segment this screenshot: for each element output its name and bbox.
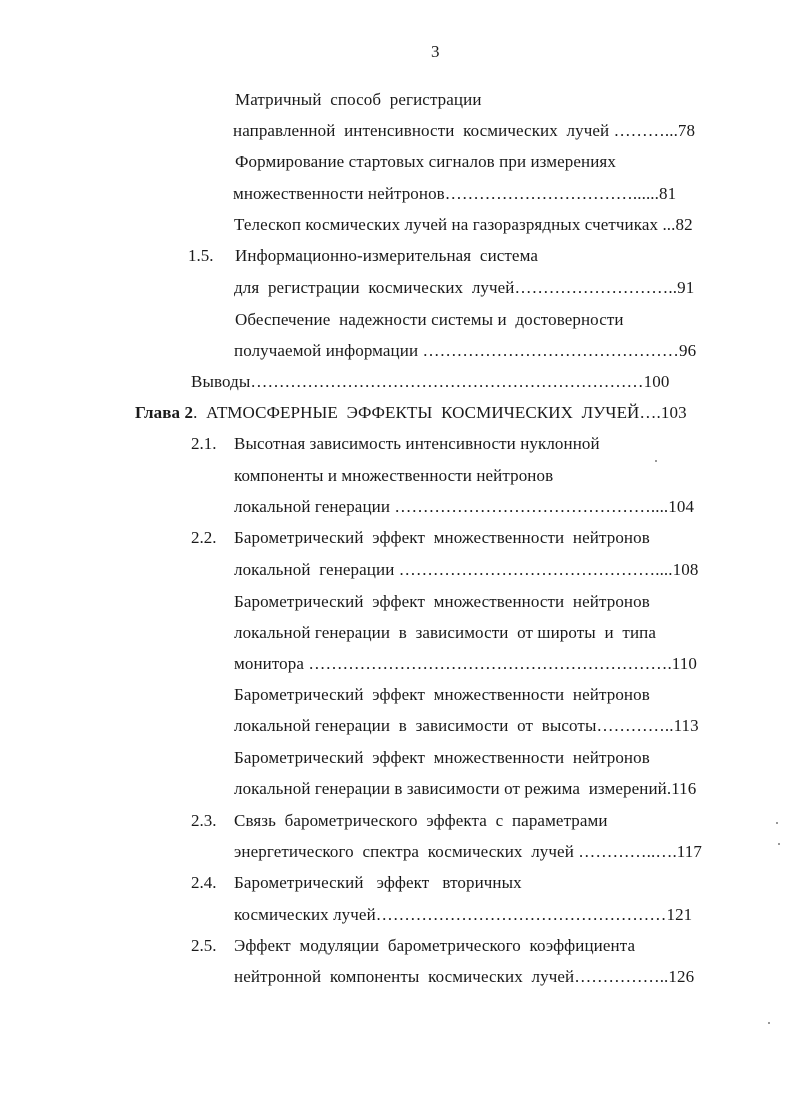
toc-section-number: 2.4. bbox=[191, 873, 217, 892]
toc-entry-text: энергетического спектра космических лучей …………..….117 bbox=[234, 842, 702, 861]
toc-entry-text: Барометрический эффект множественности нейтронов bbox=[234, 685, 650, 704]
scan-speck bbox=[778, 843, 780, 845]
toc-section-number: 2.2. bbox=[191, 528, 217, 547]
toc-section-number: 1.5. bbox=[188, 246, 214, 265]
toc-entry-text: локальной генерации в зависимости от высоты…………..113 bbox=[234, 716, 699, 735]
toc-entry-text: монитора ……………………………………………………….110 bbox=[234, 654, 697, 673]
toc-entry-text: направленной интенсивности космических лучей ………...78 bbox=[233, 121, 696, 140]
toc-entry-text: множественности нейтронов……………………………......81 bbox=[233, 184, 677, 203]
scan-speck bbox=[776, 822, 778, 824]
scan-speck bbox=[768, 1022, 770, 1024]
toc-entry-text: Телескоп космических лучей на газоразрядных счетчиках ...82 bbox=[234, 215, 693, 234]
toc-section-number: 2.1. bbox=[191, 434, 217, 453]
toc-entry-text: локальной генерации ………………………………………....104 bbox=[234, 497, 695, 516]
toc-entry-text: Матричный способ регистрации bbox=[235, 90, 482, 109]
toc-entry-text: Обеспечение надежности системы и достоверности bbox=[235, 310, 624, 329]
toc-entry-text: локальной генерации ………………………………………....108 bbox=[234, 560, 699, 579]
scan-speck bbox=[655, 460, 657, 462]
toc-section-number: 2.3. bbox=[191, 811, 217, 830]
chapter-label: Глава 2 bbox=[135, 403, 194, 422]
toc-entry-text: Информационно-измерительная система bbox=[235, 246, 538, 265]
toc-entry-text: для регистрации космических лучей………………………..91 bbox=[234, 278, 695, 297]
page-number: 3 bbox=[431, 42, 440, 61]
toc-entry-text: получаемой информации ………………………………………96 bbox=[234, 341, 697, 360]
toc-entry-text: Барометрический эффект множественности нейтронов bbox=[234, 592, 650, 611]
toc-entry-text: Барометрический эффект вторичных bbox=[234, 873, 522, 892]
toc-entry-text: локальной генерации в зависимости от режима измерений.116 bbox=[234, 779, 697, 798]
toc-entry-text: локальной генерации в зависимости от широты и типа bbox=[234, 623, 656, 642]
toc-section-number: 2.5. bbox=[191, 936, 217, 955]
toc-entry-text: Формирование стартовых сигналов при измерениях bbox=[235, 152, 616, 171]
toc-entry-text: космических лучей……………………………………………121 bbox=[234, 905, 693, 924]
toc-entry-text: Барометрический эффект множественности нейтронов bbox=[234, 528, 650, 547]
toc-entry-text: Эффект модуляции барометрического коэффициента bbox=[234, 936, 636, 955]
chapter-title: . АТМОСФЕРНЫЕ ЭФФЕКТЫ КОСМИЧЕСКИХ ЛУЧЕЙ….103 bbox=[193, 403, 687, 422]
toc-entry-text: компоненты и множественности нейтронов bbox=[234, 466, 554, 485]
toc-entry-text: Высотная зависимость интенсивности нуклонной bbox=[234, 434, 600, 453]
toc-entry-text: Выводы……………………………………………………………100 bbox=[191, 372, 670, 391]
toc-chapter-heading bbox=[135, 403, 687, 423]
toc-entry-text: нейтронной компоненты космических лучей……………..126 bbox=[234, 967, 695, 986]
toc-entry-text: Барометрический эффект множественности нейтронов bbox=[234, 748, 650, 767]
toc-entry-text: Связь барометрического эффекта с параметрами bbox=[234, 811, 608, 830]
